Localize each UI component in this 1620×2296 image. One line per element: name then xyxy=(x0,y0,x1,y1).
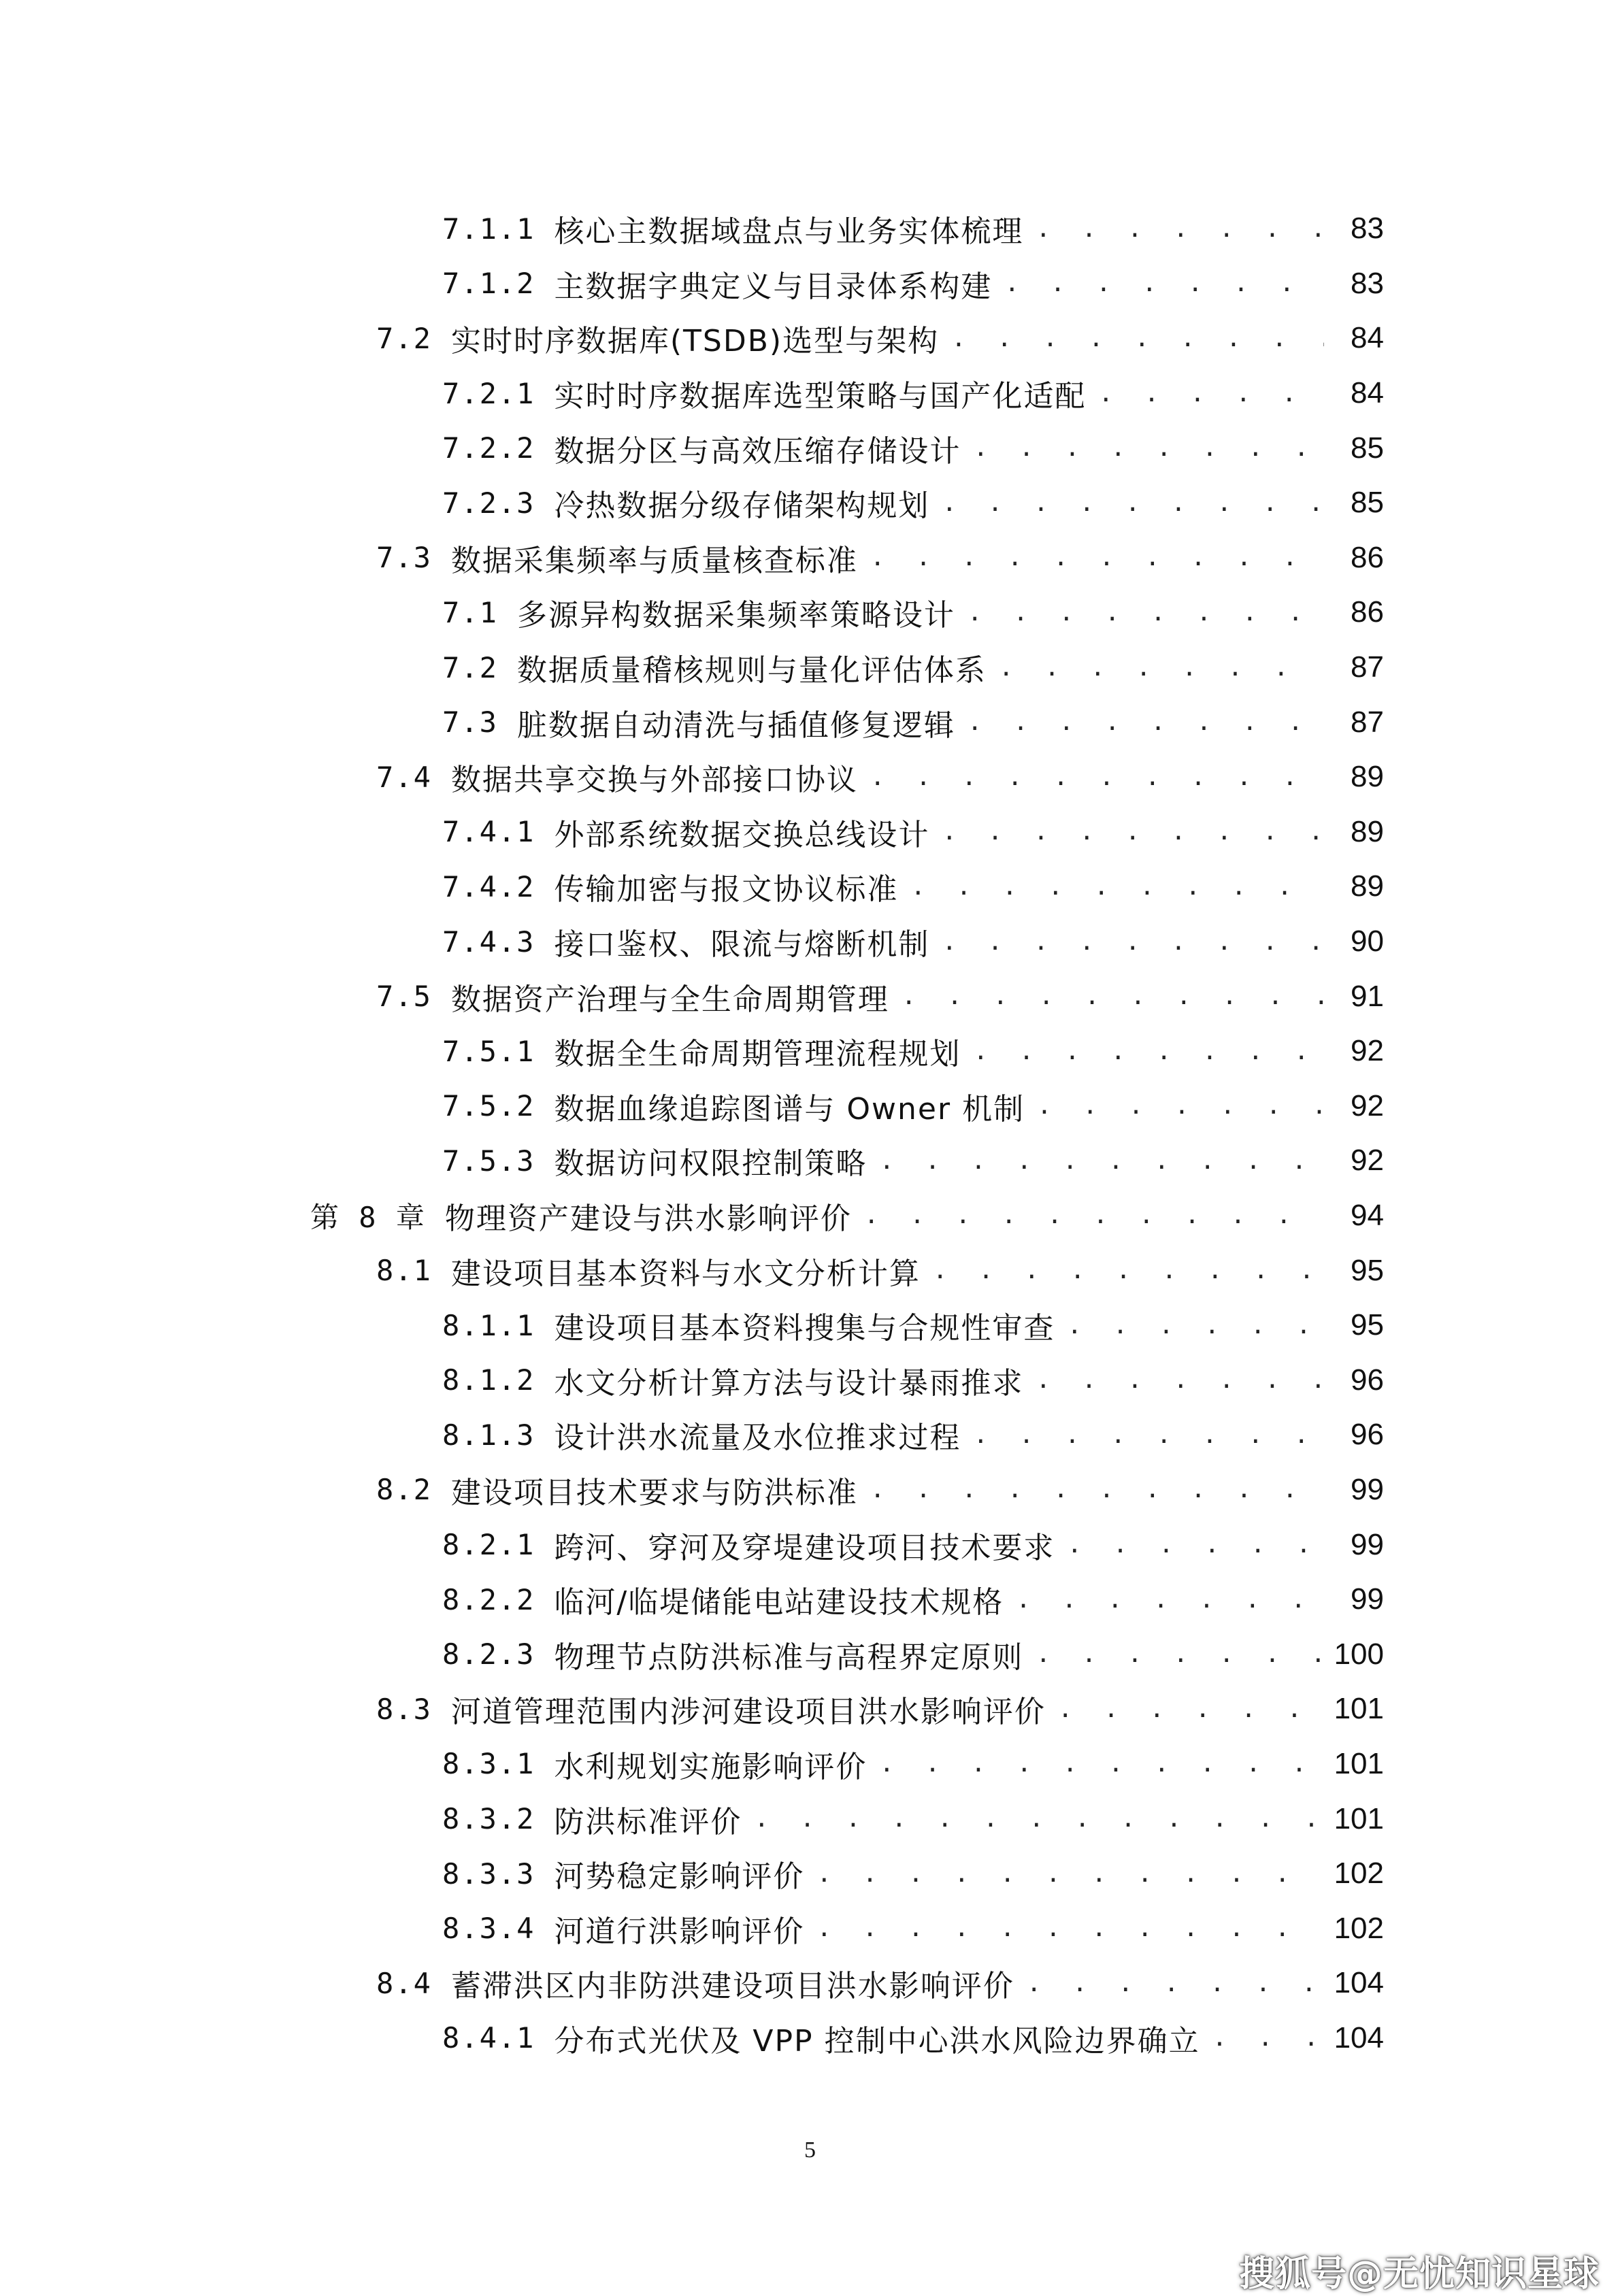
toc-entry-number: 8.3.3 xyxy=(442,1857,535,1891)
toc-entry-number: 8.3.1 xyxy=(442,1747,535,1781)
toc-entry-page: 85 xyxy=(1351,431,1384,465)
toc-entry-page: 92 xyxy=(1351,1088,1384,1122)
toc-dot-leader xyxy=(942,928,1324,956)
toc-entry-number: 7.2.1 xyxy=(442,376,535,410)
toc-entry-title: 外部系统数据交换总线设计 xyxy=(554,817,930,852)
toc-subsection-entry[interactable] xyxy=(0,640,1620,695)
toc-entry-title: 主数据字典定义与目录体系构建 xyxy=(554,269,993,304)
toc-entry-number: 8.1 xyxy=(376,1254,432,1288)
toc-dot-leader xyxy=(1027,1969,1322,1997)
toc-entry-title: 河道管理范围内涉河建设项目洪水影响评价 xyxy=(450,1695,1046,1730)
toc-entry-title: 数据血缘追踪图谱与 Owner 机制 xyxy=(554,1091,1025,1127)
toc-subsection-entry[interactable] xyxy=(0,366,1620,421)
toc-dot-leader xyxy=(1036,215,1324,243)
toc-entry-number: 7.5.2 xyxy=(442,1089,535,1123)
toc-subsection-entry[interactable] xyxy=(0,1627,1620,1682)
toc-entry-title: 数据共享交换与外部接口协议 xyxy=(450,763,858,798)
toc-entry-title: 建设项目基本资料搜集与合规性审查 xyxy=(554,1311,1055,1346)
toc-entry-title: 河道行洪影响评价 xyxy=(554,1914,805,1949)
toc-subsection-entry[interactable] xyxy=(0,914,1620,969)
toc-subsection-entry[interactable] xyxy=(0,1572,1620,1627)
toc-entry-page: 96 xyxy=(1351,1363,1384,1397)
toc-entry-title: 跨河、穿河及穿堤建设项目技术要求 xyxy=(554,1530,1055,1565)
toc-entry-title: 蓄滞洪区内非防洪建设项目洪水影响评价 xyxy=(450,1969,1014,2004)
toc-subsection-entry[interactable] xyxy=(0,1791,1620,1846)
toc-dot-leader xyxy=(968,708,1324,736)
toc-entry-page: 99 xyxy=(1351,1527,1384,1561)
toc-entry-page: 89 xyxy=(1351,814,1384,848)
toc-entry-title: 数据资产治理与全生命周期管理 xyxy=(450,982,889,1017)
toc-entry-page: 90 xyxy=(1351,925,1384,959)
toc-entry-title: 冷热数据分级存储架构规划 xyxy=(554,488,930,524)
toc-entry-number: 8.4.1 xyxy=(442,2021,535,2055)
toc-entry-number: 第 8 章 xyxy=(310,1200,426,1234)
toc-section-entry[interactable] xyxy=(0,1682,1620,1737)
toc-entry-page: 95 xyxy=(1351,1253,1384,1287)
toc-section-entry[interactable] xyxy=(0,311,1620,366)
toc-entry-page: 101 xyxy=(1334,1801,1384,1835)
toc-dot-leader xyxy=(910,873,1324,901)
toc-dot-leader xyxy=(942,818,1324,846)
toc-subsection-entry[interactable] xyxy=(0,1846,1620,1901)
toc-entry-title: 实时时序数据库(TSDB)选型与架构 xyxy=(450,324,940,359)
toc-entry-page: 101 xyxy=(1334,1692,1384,1726)
toc-dot-leader xyxy=(1016,1586,1324,1614)
toc-entry-number: 8.2.1 xyxy=(442,1528,535,1562)
toc-subsection-entry[interactable] xyxy=(0,695,1620,750)
toc-entry-page: 100 xyxy=(1334,1637,1384,1671)
toc-dot-leader xyxy=(1067,1312,1324,1340)
toc-subsection-entry[interactable] xyxy=(0,1079,1620,1134)
toc-entry-number: 7.1.2 xyxy=(442,267,535,301)
toc-section-entry[interactable] xyxy=(0,1956,1620,2011)
toc-section-entry[interactable] xyxy=(0,1243,1620,1298)
toc-entry-title: 数据访问权限控制策略 xyxy=(554,1146,867,1182)
toc-entry-number: 7.3 xyxy=(376,541,432,575)
toc-dot-leader xyxy=(1212,2024,1322,2052)
toc-entry-number: 8.1.1 xyxy=(442,1308,535,1342)
toc-entry-number: 8.2.3 xyxy=(442,1637,535,1671)
toc-entry-number: 7.2 xyxy=(376,321,432,355)
toc-entry-page: 99 xyxy=(1351,1472,1384,1506)
toc-dot-leader xyxy=(1037,1092,1324,1120)
toc-entry-page: 86 xyxy=(1351,540,1384,574)
toc-entry-page: 95 xyxy=(1351,1308,1384,1342)
toc-dot-leader xyxy=(973,1037,1324,1065)
toc-entry-title: 物理节点防洪标准与高程界定原则 xyxy=(554,1640,1024,1675)
toc-entry-title: 建设项目技术要求与防洪标准 xyxy=(450,1475,858,1510)
toc-entry-title: 脏数据自动清洗与插值修复逻辑 xyxy=(516,708,955,743)
toc-entry-number: 8.3.2 xyxy=(442,1802,535,1836)
toc-subsection-entry[interactable] xyxy=(0,859,1620,914)
toc-entry-number: 8.1.2 xyxy=(442,1363,535,1397)
toc-entry-number: 7.2.3 xyxy=(442,486,535,520)
toc-section-entry[interactable] xyxy=(0,531,1620,586)
toc-entry-title: 核心主数据域盘点与业务实体梳理 xyxy=(554,214,1024,250)
toc-section-entry[interactable] xyxy=(0,969,1620,1024)
toc-dot-leader xyxy=(870,763,1324,791)
toc-entry-number: 7.1.1 xyxy=(442,212,535,246)
toc-entry-title: 传输加密与报文协议标准 xyxy=(554,872,899,908)
toc-entry-number: 7.2.2 xyxy=(442,431,535,465)
toc-dot-leader xyxy=(816,1860,1321,1888)
toc-subsection-entry[interactable] xyxy=(0,1737,1620,1792)
toc-entry-title: 多源异构数据采集频率策略设计 xyxy=(516,598,955,633)
toc-entry-number: 7.4.1 xyxy=(442,815,535,849)
toc-entry-title: 建设项目基本资料与水文分析计算 xyxy=(450,1256,921,1291)
toc-dot-leader xyxy=(968,599,1324,627)
toc-entry-page: 99 xyxy=(1351,1582,1384,1616)
toc-entry-number: 8.2.2 xyxy=(442,1582,535,1616)
toc-subsection-entry[interactable] xyxy=(0,1901,1620,1956)
toc-entry-page: 96 xyxy=(1351,1418,1384,1452)
toc-subsection-entry[interactable] xyxy=(0,476,1620,531)
toc-dot-leader xyxy=(1036,1640,1321,1668)
toc-subsection-entry[interactable] xyxy=(0,1517,1620,1572)
toc-entry-page: 87 xyxy=(1351,705,1384,739)
toc-entry-number: 7.5 xyxy=(376,980,432,1014)
toc-entry-title: 河势稳定影响评价 xyxy=(554,1859,805,1895)
toc-entry-title: 设计洪水流量及水位推求过程 xyxy=(554,1420,961,1456)
toc-subsection-entry[interactable] xyxy=(0,585,1620,640)
toc-entry-number: 7.2 xyxy=(442,650,498,684)
page-number: 5 xyxy=(804,2137,816,2163)
toc-entry-page: 83 xyxy=(1351,212,1384,246)
toc-entry-page: 92 xyxy=(1351,1034,1384,1068)
toc-dot-leader xyxy=(1004,269,1324,297)
toc-entry-title: 防洪标准评价 xyxy=(554,1804,742,1840)
toc-entry-title: 数据质量稽核规则与量化评估体系 xyxy=(516,653,987,688)
toc-subsection-entry[interactable] xyxy=(0,420,1620,476)
toc-entry-page: 91 xyxy=(1351,979,1384,1013)
toc-entry-title: 物理资产建设与洪水影响评价 xyxy=(444,1201,852,1236)
toc-dot-leader xyxy=(902,982,1324,1010)
toc-entry-number: 7.5.3 xyxy=(442,1144,535,1178)
toc-dot-leader xyxy=(1058,1695,1322,1723)
toc-entry-title: 数据分区与高效压缩存储设计 xyxy=(554,433,961,469)
toc-dot-leader xyxy=(951,325,1324,352)
toc-subsection-entry[interactable] xyxy=(0,1408,1620,1463)
toc-subsection-entry[interactable] xyxy=(0,256,1620,312)
toc-dot-leader xyxy=(879,1147,1324,1175)
toc-entry-page: 85 xyxy=(1351,486,1384,520)
toc-entry-number: 8.4 xyxy=(376,1966,432,2000)
toc-dot-leader xyxy=(942,489,1324,517)
toc-entry-page: 104 xyxy=(1334,2020,1384,2054)
toc-entry-page: 102 xyxy=(1334,1911,1384,1945)
toc-section-entry[interactable] xyxy=(0,750,1620,805)
toc-subsection-entry[interactable] xyxy=(0,1352,1620,1408)
toc-dot-leader xyxy=(1067,1531,1324,1559)
toc-entry-page: 84 xyxy=(1351,376,1384,410)
toc-dot-leader xyxy=(999,654,1324,682)
toc-dot-leader xyxy=(816,1914,1321,1942)
toc-entry-page: 101 xyxy=(1334,1746,1384,1780)
toc-section-entry[interactable] xyxy=(0,1463,1620,1518)
table-of-contents xyxy=(0,201,1620,2065)
toc-entry-page: 86 xyxy=(1351,595,1384,629)
toc-dot-leader xyxy=(1036,1366,1324,1394)
toc-subsection-entry[interactable] xyxy=(0,805,1620,860)
toc-entry-page: 83 xyxy=(1351,266,1384,300)
toc-dot-leader xyxy=(870,544,1324,571)
toc-entry-page: 87 xyxy=(1351,650,1384,684)
toc-entry-number: 8.1.3 xyxy=(442,1418,535,1452)
toc-subsection-entry[interactable] xyxy=(0,1024,1620,1079)
toc-entry-page: 89 xyxy=(1351,869,1384,903)
toc-subsection-entry[interactable] xyxy=(0,1133,1620,1188)
toc-entry-number: 8.3 xyxy=(376,1692,432,1726)
toc-entry-title: 实时时序数据库选型策略与国产化适配 xyxy=(554,379,1087,414)
toc-chapter-entry[interactable] xyxy=(0,1188,1620,1244)
toc-entry-number: 7.4.3 xyxy=(442,925,535,959)
toc-entry-title: 数据全生命周期管理流程规划 xyxy=(554,1037,961,1072)
toc-dot-leader xyxy=(1098,380,1324,407)
toc-subsection-entry[interactable] xyxy=(0,1298,1620,1353)
toc-entry-title: 临河/临堤储能电站建设技术规格 xyxy=(554,1585,1004,1620)
toc-entry-page: 84 xyxy=(1351,321,1384,355)
toc-dot-leader xyxy=(879,1750,1321,1778)
watermark: 搜狐号@无忧知识星球 xyxy=(1238,2254,1600,2295)
toc-dot-leader xyxy=(754,1805,1321,1833)
toc-dot-leader xyxy=(973,1421,1324,1449)
toc-entry-number: 8.2 xyxy=(376,1473,432,1507)
toc-entry-page: 94 xyxy=(1351,1198,1384,1232)
toc-entry-number: 7.3 xyxy=(442,705,498,739)
toc-dot-leader xyxy=(933,1257,1324,1284)
toc-entry-page: 102 xyxy=(1334,1857,1384,1891)
toc-entry-number: 8.3.4 xyxy=(442,1912,535,1946)
toc-entry-title: 数据采集频率与质量核查标准 xyxy=(450,543,858,578)
toc-entry-number: 7.4.2 xyxy=(442,869,535,903)
toc-entry-page: 92 xyxy=(1351,1144,1384,1178)
toc-entry-title: 接口鉴权、限流与熔断机制 xyxy=(554,927,930,963)
toc-entry-number: 7.4 xyxy=(376,760,432,794)
toc-entry-title: 水利规划实施影响评价 xyxy=(554,1749,867,1784)
toc-entry-page: 104 xyxy=(1334,1966,1384,2000)
toc-dot-leader xyxy=(864,1201,1324,1229)
toc-subsection-entry[interactable] xyxy=(0,2011,1620,2066)
toc-dot-leader xyxy=(973,434,1324,462)
toc-entry-number: 7.5.1 xyxy=(442,1034,535,1068)
toc-entry-title: 水文分析计算方法与设计暴雨推求 xyxy=(554,1365,1024,1401)
toc-subsection-entry[interactable] xyxy=(0,201,1620,256)
toc-entry-title: 分布式光伏及 VPP 控制中心洪水风险边界确立 xyxy=(554,2023,1200,2059)
toc-dot-leader xyxy=(870,1476,1324,1503)
toc-entry-number: 7.1 xyxy=(442,595,498,629)
toc-entry-page: 89 xyxy=(1351,760,1384,794)
